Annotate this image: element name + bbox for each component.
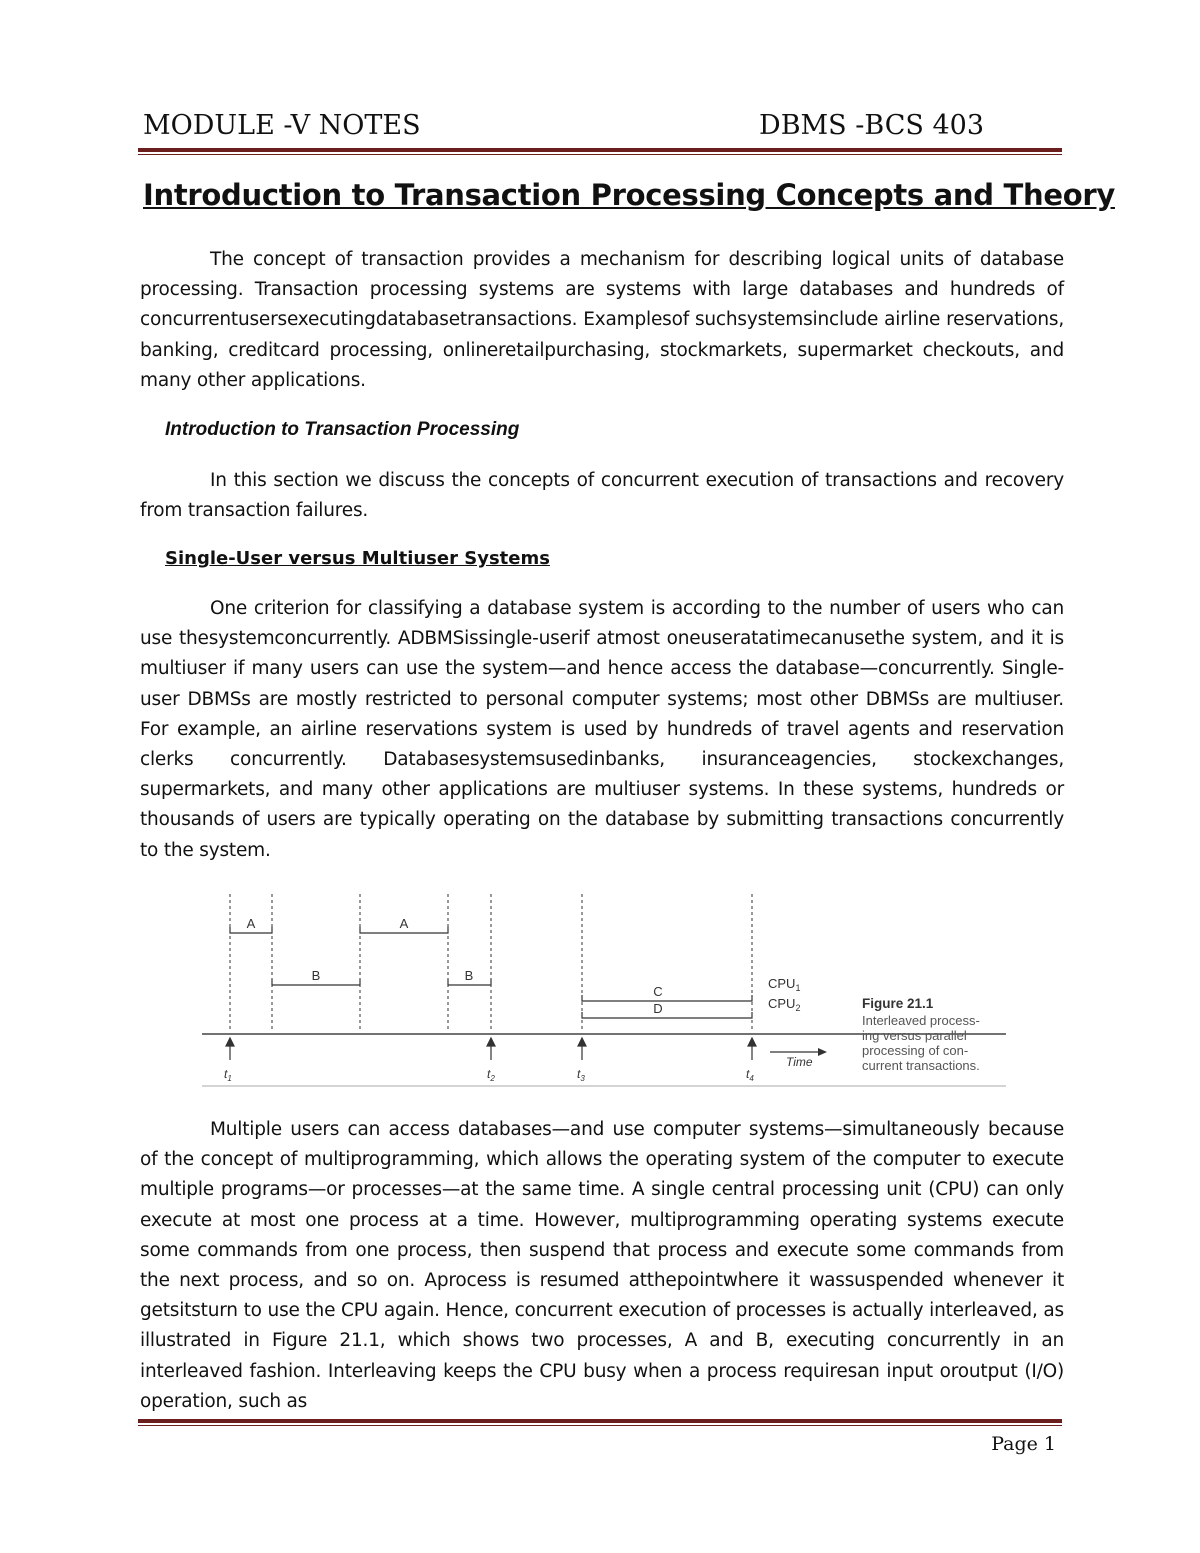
t3-label: $t_3$: [577, 1067, 585, 1083]
segment-label-a2: A: [399, 916, 409, 931]
segment-label-b2: B: [464, 968, 474, 983]
time-arrow-head: [818, 1048, 827, 1056]
t1-label: $t_1$: [224, 1067, 232, 1083]
figure-caption-line: processing of con-: [862, 1043, 969, 1058]
subheading-single-vs-multiuser: Single-User versus Multiuser Systems: [165, 548, 550, 569]
header-rule: [138, 148, 1062, 152]
subheading-intro-transaction-processing: Introduction to Transaction Processing: [165, 419, 520, 440]
footer-rule-thin: [138, 1425, 1062, 1426]
figure-interleaved-processing: [196, 882, 1020, 1088]
figure-dashed-guides: [230, 894, 752, 1032]
cpu2-label: $CPU_2$: [768, 996, 801, 1013]
header-rule-thin: [138, 154, 1062, 155]
segment-label-b1: B: [311, 968, 321, 983]
segment-label-d: D: [653, 1001, 663, 1016]
segment-label-c: C: [653, 984, 663, 999]
figure-caption-title: Figure 21.1: [862, 996, 934, 1011]
time-markers: [226, 1038, 756, 1060]
paragraph-multiprogramming: [140, 1115, 1064, 1417]
t2-label: $t_2$: [487, 1067, 495, 1083]
paragraph-section-overview-text: In this section we discuss the concepts of concurrent execution of transactions and recovery from transaction failures.: [140, 470, 1064, 522]
header-course-code: DBMS -BCS 403: [759, 110, 984, 141]
t4-label: $t_4$: [746, 1067, 754, 1083]
paragraph-intro: [140, 245, 1064, 396]
paragraph-intro-text: The concept of transaction provides a mechanism for describing logical units of database processing. Transaction processing systems are systems with large databases and hundreds of concurrentusersexecutingdatabasetransactions. Examplesof suchsystemsinclude airline reservations, banking, creditcard processing, onlineretailpurchasing, stockmarkets, supermarket checkouts, and many other applications.: [140, 249, 1064, 391]
figure-caption-line: current transactions.: [862, 1058, 980, 1073]
figure-caption-line: ing versus parallel: [862, 1028, 967, 1043]
footer-rule: [138, 1419, 1062, 1423]
paragraph-section-overview: [140, 466, 1064, 526]
figure-caption-line: Interleaved process-: [862, 1013, 980, 1028]
cpu1-label: $CPU_1$: [768, 976, 801, 993]
paragraph-multiprogramming-text: Multiple users can access databases—and use computer systems—simultaneously because of the concept of multiprogramming, which allows the operating system of the computer to execute multiple programs—or processes—at the same time. A single central processing unit (CPU) can only execute at most one process at a time. However, multiprogramming operating systems execute some commands from one process, then suspend that process and execute some commands from the next process, and so on. Aprocess is resumed atthepointwhere it wassuspended whenever it getsitsturn to use the CPU again. Hence, concurrent execution of processes is actually interleaved, as illustrated in Figure 21.1, which shows two processes, A and B, executing concurrently in an interleaved fashion. Interleaving keeps the CPU busy when a process requiresan input oroutput (I/O) operation, such as: [140, 1119, 1064, 1412]
page-title: Introduction to Transaction Processing Concepts and Theory: [143, 178, 1115, 212]
time-axis-label: Time: [786, 1055, 813, 1069]
segment-label-a1: A: [246, 916, 256, 931]
header-module-title: MODULE -V NOTES: [143, 110, 421, 141]
paragraph-multiuser-text: One criterion for classifying a database system is according to the number of users who can use thesystemconcurrently. ADBMSissingle-userif atmost oneuseratatimecanusethe system, and it is multiuser if many users can use the system—and hence access the database—concurrently. Single-user DBMSs are mostly restricted to personal computer systems; most other DBMSs are multiuser. For example, an airline reservations system is used by hundreds of travel agents and reservation clerks concurrently. Databasesystemsusedinbanks, insuranceagencies, stockexchanges, supermarkets, and many other applications are multiuser systems. In these systems, hundreds or thousands of users are typically operating on the database by submitting transactions concurrently to the system.: [140, 598, 1064, 861]
paragraph-multiuser: [140, 594, 1064, 866]
page-number: Page 1: [991, 1433, 1056, 1455]
